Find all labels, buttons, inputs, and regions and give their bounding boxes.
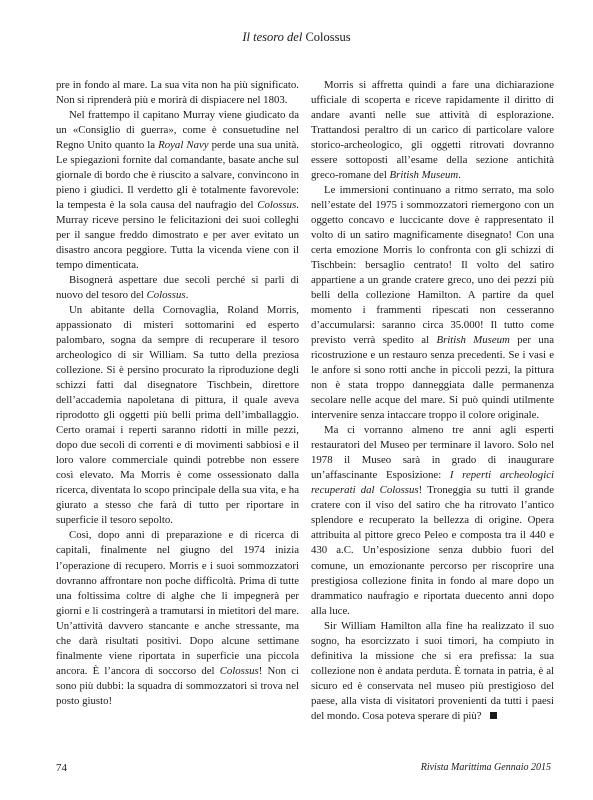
text-run: . Murray riceve persino le felicitazioni dei suoi colleghi per il sangue freddo dimostrato e per aver evitato un disastro ancora peggiore. Tutta la vicenda viene con il tempo dimenticata. <box>56 199 299 272</box>
text-run: ! Troneggia su tutti il grande cratere con il viso del satiro che ha ritrovato l’antico splendore e recuperato la bellezza di origine. Opera attribuita al pittore greco Peleo e composta tra il 440 e 430 a.C. Un’esposizione senza dubbio fuori del comune, un emozionante percorso per riscoprire una prestigiosa collezione finita in fondo al mare dopo un drammatico naufragio e riportata duecento anni dopo alla luce. <box>311 484 554 617</box>
text-run: Un abitante della Cornovaglia, Roland Morris, appassionato di misteri sottomarini ed esperto palombaro, sogna da sempre di recuperare il tesoro archeologico di sir William. Sa tutto della preziosa collezione. Si è persino procurato la riproduzione degli schizzi fatti dal disegnatore Tischbein, direttore dell’accademia napoletana di pittura, il quale aveva riprodotto gli oggetti più belli prima dell’imballaggio. Certo oramai i reperti saranno ridotti in mille pezzi, dopo due secoli di correnti e di movimenti sabbiosi e il loro valore commerciale quindi potrebbe non essere così elevato. Ma Morris è come ossessionato dalla ricerca, diventata lo scopo principale della sua vita, e ha giurato a stesso che farà di tutto per riportare in superficie il tesoro sepolto. <box>56 304 299 527</box>
text-run: Sir William Hamilton alla fine ha realizzato il suo sogno, ha esorcizzato i suoi timori, ha compiuto in definitiva la missione che si era prefissa: la sua collezione non è andata perduta. È tornata in patria, è al sicuro ed è conservata nel museo più prestigioso del paese, alla vista di visitatori provenienti da tutti i paesi del mondo. Cosa poteva sperare di più? <box>311 619 554 722</box>
end-of-article-square-icon <box>490 712 497 719</box>
text-run: . <box>185 289 189 302</box>
article-paragraph <box>311 423 554 618</box>
text-run: Morris si affretta quindi a fare una dichiarazione ufficiale di scoperta e riceve rapidamente il diritto di andare avanti nelle sue attività di esplorazione. Trattandosi peraltro di un carico di particolare valore storico-archeologico, gli oggetti ritrovati dovranno essere sottoposti all’esame della sezione antichità greco-romane del <box>311 79 554 182</box>
italic-text-run: British Museum <box>436 334 510 347</box>
publication-credit: Rivista Marittima Gennaio 2015 <box>420 762 551 773</box>
article-paragraph <box>56 273 299 303</box>
article-paragraph <box>56 528 299 708</box>
running-header <box>0 30 593 45</box>
italic-text-run: I reperti archeologici recuperati dal Colossus <box>311 469 554 497</box>
article-column-left <box>56 78 299 709</box>
article-paragraph <box>311 183 554 423</box>
text-run: Ma ci vorranno almeno tre anni agli esperti restauratori del Museo per terminare il lavoro. Solo nel 1978 il Museo sarà in grado di inaugurare un’affascinante Esposizione: <box>311 424 554 482</box>
page-number: 74 <box>56 762 67 774</box>
article-column-right <box>311 78 554 724</box>
article-paragraph <box>56 303 299 528</box>
header-title-roman: Colossus <box>305 30 351 44</box>
text-run: ! Non ci sono più dubbi: la squadra di sommozzatori si trova nel posto giusto! <box>56 664 299 707</box>
header-title-italic: Il tesoro del <box>242 30 303 44</box>
text-run: perde una sua unità. Le spiegazioni fornite dal comandante, basate anche sul giornale di bordo che è riuscito a salvare, convincono in pieno i giudici. Il verdetto gli è totalmente favorevole: la tempesta è la sola causa del naufragio del <box>56 139 299 212</box>
text-run: Nel frattempo il capitano Murray viene giudicato da un «Consiglio di guerra», come è consuetudine nel Regno Unito quanto la <box>56 109 299 152</box>
text-run: Bisognerà aspettare due secoli perché si parli di nuovo del tesoro del <box>56 274 299 302</box>
text-run: Così, dopo anni di preparazione e di ricerca di capitali, finalmente nel giugno del 1974 inizia l’operazione di recupero. Morris e i suoi sommozzatori dovranno affrontare non poche difficoltà. Prima di tutte una foltissima coltre di alghe che li impegnerà per giorni e li costringerà a tramutarsi in mietitori del mare. Un’attività davvero stancante e anche stressante, ma che darà risultati positivi. Dopo alcune settimane finalmente viene riportata in superficie una piccola ancora. È l’ancora di soccorso del <box>56 529 299 677</box>
article-paragraph <box>56 78 299 108</box>
italic-text-run: Colossus <box>146 289 186 302</box>
text-run: . <box>458 169 461 182</box>
italic-text-run: Royal Navy <box>158 139 209 152</box>
article-paragraph <box>311 619 554 724</box>
italic-text-run: Colossus <box>257 199 297 212</box>
article-paragraph <box>311 78 554 183</box>
italic-text-run: Colossus <box>219 664 259 677</box>
text-run: pre in fondo al mare. La sua vita non ha più significato. Non si riprenderà più e morirà di dispiacere nel 1803. <box>56 79 299 107</box>
article-paragraph <box>56 108 299 273</box>
text-run: Le immersioni continuano a ritmo serrato, ma solo nell’estate del 1975 i sommozzatori riemergono con un oggetto concavo e luccicante dove è rappresentato il volto di un satiro magnificamente disegnato! Con una certa emozione Morris lo confronta con gli schizzi di Tischbein: bersaglio centrato! Il volto del satiro appartiene a un grande cratere greco, uno dei pezzi più belli della collezione Hamilton. A partire da quel momento i frammenti ripescati non cesseranno d’accumularsi: saranno circa 35.000! Il tutto come previsto verrà spedito al <box>311 184 554 347</box>
text-run: per una ricostruzione e un restauro senza precedenti. Se i vasi e le anfore si sono rotti anche in piccoli pezzi, la pittura non è stata troppo danneggiata dalle permanenza secolare nelle acque del mare. Si può quindi utilmente intervenire senza intaccare troppo il colore originale. <box>311 334 554 422</box>
italic-text-run: British Museum <box>389 169 459 182</box>
